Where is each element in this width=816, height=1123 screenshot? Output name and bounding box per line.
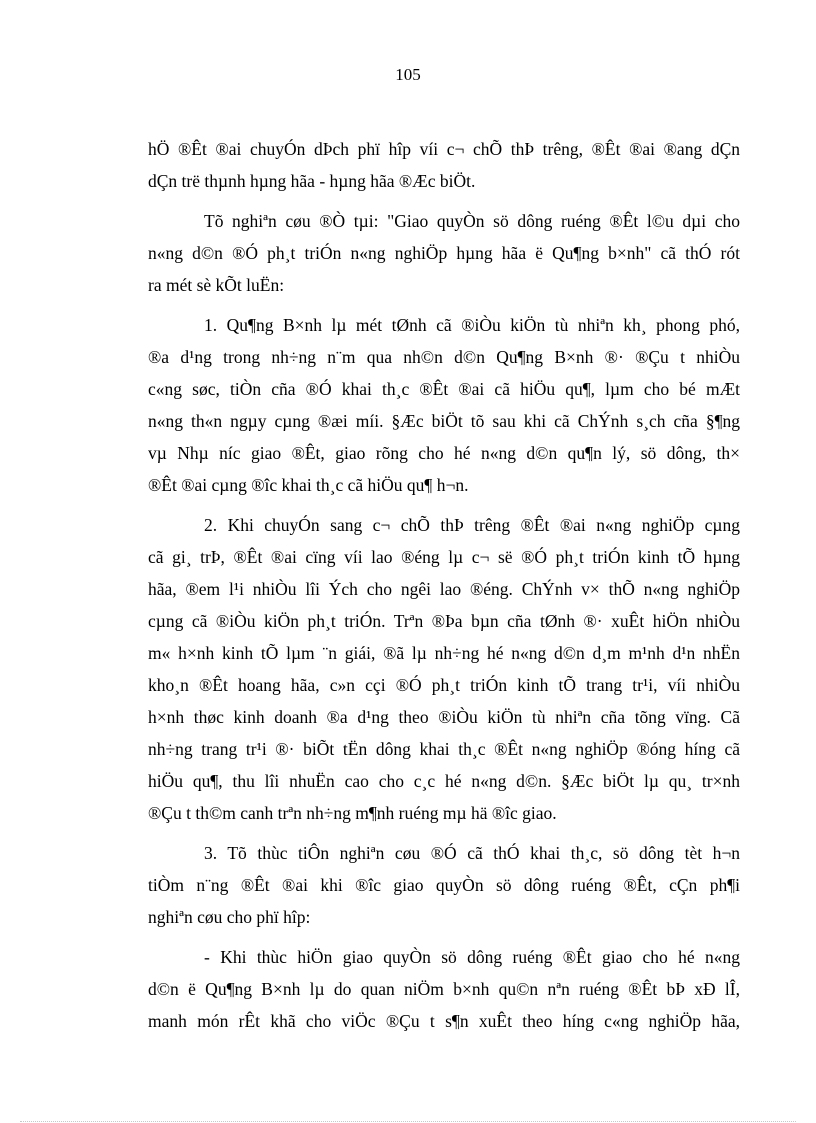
body-text xyxy=(148,133,740,1045)
text-line: cã gi¸ trÞ, ®Êt ®ai cïng víi lao ®éng lµ c¬ së ®Ó ph¸t triÓn kinh tÕ hµng xyxy=(148,547,740,567)
text-line: Tõ nghiªn cøu ®Ò tµi: "Giao quyÒn sö dông ruéng ®Êt l©u dµi cho xyxy=(204,211,740,231)
paragraph-continuation xyxy=(148,133,740,197)
paragraph-conclusion-3 xyxy=(148,837,740,933)
text-line: 3. Tõ thùc tiÔn nghiªn cøu ®Ó cã thÓ khai th¸c, sö dông tèt h¬n xyxy=(204,843,740,863)
text-line: hÖ ®Êt ®ai chuyÓn dÞch phï hîp víi c¬ chÕ thÞ trêng, ®Êt ®ai ®ang dÇn xyxy=(148,139,740,159)
text-line: - Khi thùc hiÖn giao quyÒn sö dông ruéng ®Êt giao cho hé n«ng xyxy=(204,947,740,967)
page-bottom-rule xyxy=(20,1121,796,1122)
text-line: d©n ë Qu¶ng B×nh lµ do quan niÖm b×nh qu©n nªn ruéng ®Êt bÞ xÐ lÎ, xyxy=(148,979,740,999)
text-line: cµng cã ®iÒu kiÖn ph¸t triÓn. Trªn ®Þa bµn cña tØnh ®· xuÊt hiÖn nhiÒu xyxy=(148,611,740,631)
paragraph-bullet xyxy=(148,941,740,1037)
text-line: vµ Nhµ níc giao ®Êt, giao rõng cho hé n«ng d©n qu¶n lý, sö dông, th× xyxy=(148,443,740,463)
text-line: 1. Qu¶ng B×nh lµ mét tØnh cã ®iÒu kiÖn tù nhiªn kh¸ phong phó, xyxy=(204,315,740,335)
text-line: h×nh thøc kinh doanh ®a d¹ng theo ®iÒu kiÖn tù nhiªn cña tõng vïng. Cã xyxy=(148,707,740,727)
text-line: 2. Khi chuyÓn sang c¬ chÕ thÞ trêng ®Êt ®ai n«ng nghiÖp cµng xyxy=(204,515,740,535)
text-line: ®Çu t th©m canh trªn nh÷ng m¶nh ruéng mµ hä ®îc giao. xyxy=(148,803,557,823)
paragraph-conclusion-2 xyxy=(148,509,740,829)
text-line: ®Êt ®ai cµng ®îc khai th¸c cã hiÖu qu¶ h¬n. xyxy=(148,475,469,495)
text-line: ®a d¹ng trong nh÷ng n¨m qua nh©n d©n Qu¶ng B×nh ®· ®Çu t nhiÒu xyxy=(148,347,740,367)
text-line: c«ng søc, tiÒn cña ®Ó khai th¸c ®Êt ®ai cã hiÖu qu¶, lµm cho bé mÆt xyxy=(148,379,740,399)
text-line: hiÖu qu¶, thu lîi nhuËn cao cho c¸c hé n«ng d©n. §Æc biÖt lµ qu¸ tr×nh xyxy=(148,771,740,791)
text-line: manh món rÊt khã cho viÖc ®Çu t s¶n xuÊt theo híng c«ng nghiÖp hãa, xyxy=(148,1011,740,1031)
text-line: kho¸n ®Êt hoang hãa, c»n cçi ®Ó ph¸t triÓn kinh tÕ trang tr¹i, víi nhiÒu xyxy=(148,675,740,695)
text-line: n«ng d©n ®Ó ph¸t triÓn n«ng nghiÖp hµng hãa ë Qu¶ng b×nh" cã thÓ rót xyxy=(148,243,740,263)
text-line: m« h×nh kinh tÕ lµm ¨n giái, ®ã lµ nh÷ng hé n«ng d©n d¸m m¹nh d¹n nhËn xyxy=(148,643,740,663)
text-line: tiÒm n¨ng ®Êt ®ai khi ®îc giao quyÒn sö dông ruéng ®Êt, cÇn ph¶i xyxy=(148,875,740,895)
text-line: nh÷ng trang tr¹i ®· biÕt tËn dông khai th¸c ®Êt n«ng nghiÖp ®óng híng cã xyxy=(148,739,740,759)
paragraph-conclusion-1 xyxy=(148,309,740,501)
text-line: hãa, ®em l¹i nhiÒu lîi Ých cho ngêi lao ®éng. ChÝnh v× thÕ n«ng nghiÖp xyxy=(148,579,740,599)
paragraph-intro xyxy=(148,205,740,301)
text-line: dÇn trë thµnh hµng hãa - hµng hãa ®Æc biÖt. xyxy=(148,171,476,191)
text-line: nghiªn cøu cho phï hîp: xyxy=(148,907,311,927)
page-number: 105 xyxy=(395,65,421,84)
text-line: n«ng th«n ngµy cµng ®æi míi. §Æc biÖt tõ sau khi cã ChÝnh s¸ch cña §¶ng xyxy=(148,411,740,431)
text-line: ra mét sè kÕt luËn: xyxy=(148,275,285,295)
